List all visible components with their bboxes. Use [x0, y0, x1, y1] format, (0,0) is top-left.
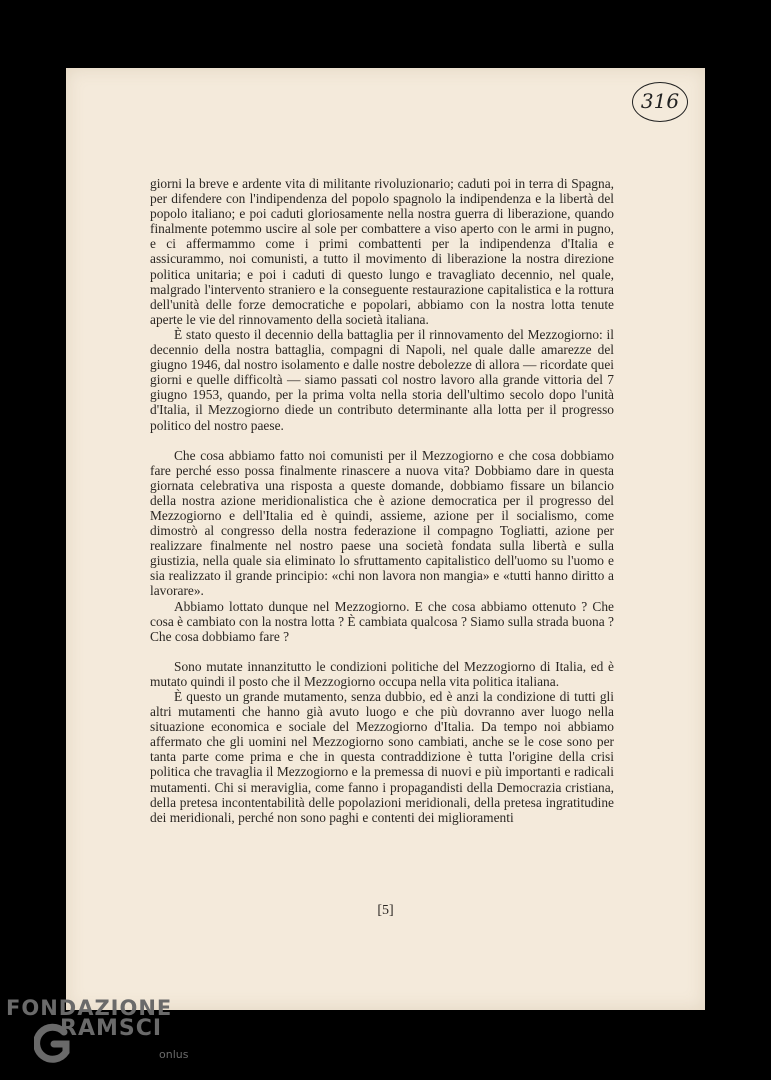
logo-line-fondazione: FONDAZIONE: [6, 996, 173, 1020]
paragraph-4: Abbiamo lottato dunque nel Mezzogiorno. E che cosa abbiamo ottenuto ? Che cosa è cambiato con la nostra lotta ? È cambiata qualcosa ? Siamo sulla strada buona ? Che cosa dobbiamo fare ?: [150, 598, 614, 644]
logo-line-onlus: onlus: [159, 1048, 189, 1061]
fondazione-gramsci-logo: [6, 996, 196, 1076]
folio-stamp: [632, 82, 688, 122]
paragraph-5: Sono mutate innanzitutto le condizioni politiche del Mezzogiorno di Italia, ed è mutato quindi il posto che il Mezzogiorno occupa nella vita politica italiana.: [150, 658, 614, 689]
paragraph-1: giorni la breve e ardente vita di militante rivoluzionario; caduti poi in terra di Spagna, per difendere con l'indipendenza del popolo spagnolo la indipendenza e la libertà del popolo italiano; e poi caduti gloriosamente nella nostra guerra di liberazione, quando finalmente potemmo uscire al sole per combattere a viso aperto con le armi in pugno, e ci affermammo come i primi combattenti per la indipendenza d'Italia e assicurammo, noi comunisti, a tutto il movimento di liberazione la nostra direzione politica unitaria; e poi i caduti di questo lungo e travagliato decennio, nel quale, malgrado l'intervento straniero e la conseguente restaurazione capitalistica e la rottura dell'unità delle forze democratiche e popolari, abbiamo con la nostra lotta tenute aperte le vie del rinnovamento della società italiana.: [150, 176, 614, 327]
paragraph-3: Che cosa abbiamo fatto noi comunisti per il Mezzogiorno e che cosa dobbiamo fare perché esso possa finalmente rinascere a nuova vita? Dobbiamo dare in questa giornata celebrativa una risposta a queste domande, dobbiamo fissare un bilancio della nostra azione meridionalistica che è azione democratica per il progresso del Mezzogiorno e dell'Italia ed è quindi, assieme, azione per il socialismo, come dimostrò al congresso della nostra federazione il compagno Togliatti, azione per realizzare finalmente nel nostro paese una società fondata sulla libertà e sulla giustizia, nella quale sia eliminato lo sfruttamento capitalistico dell'uomo su l'uomo e sia realizzato il grande principio: «chi non lavora non mangia» e «tutti hanno diritto a lavorare».: [150, 447, 614, 599]
paragraph-2: È stato questo il decennio della battaglia per il rinnovamento del Mezzogiorno: il decennio della nostra battaglia, compagni di Napoli, nel quale dalle amarezze del giugno 1946, dal nostro isolamento e dalle nostre debolezze di allora — ricordate quei giorni e quelle difficoltà — siamo passati col nostro lavoro alla grande vittoria del 7 giugno 1953, quando, per la prima volta nella storia dell'ultimo secolo dopo l'unità d'Italia, il Mezzogiorno diede un contributo determinante alla lotta per il progresso politico del nostro paese.: [150, 326, 614, 433]
document-page: [66, 68, 705, 1010]
folio-number: 316: [640, 89, 680, 113]
logo-line-gramsci: RAMSCI: [60, 1016, 163, 1041]
paragraph-6: È questo un grande mutamento, senza dubbio, ed è anzi la condizione di tutti gli altri mutamenti che hanno già avuto luogo e che più dovranno aver luogo nella situazione economica e sociale del Mezzogiorno d'Italia. Da tempo noi abbiamo affermato che gli uomini nel Mezzogiorno sono cambiati, anche se le cose sono per tanta parte come prima e che in questa contraddizione è tutta l'origine della crisi politica che travaglia il Mezzogiorno e la premessa di nuovi e più importanti e radicali mutamenti. Chi si meraviglia, come fanno i propagandisti della Democrazia cristiana, della pretesa incontentabilità delle popolazioni meridionali, della pretesa ingratitudine dei meridionali, perché non sono paghi e contenti dei miglioramenti: [150, 689, 614, 825]
page-number: [5]: [377, 903, 394, 918]
body-text: [150, 176, 614, 825]
